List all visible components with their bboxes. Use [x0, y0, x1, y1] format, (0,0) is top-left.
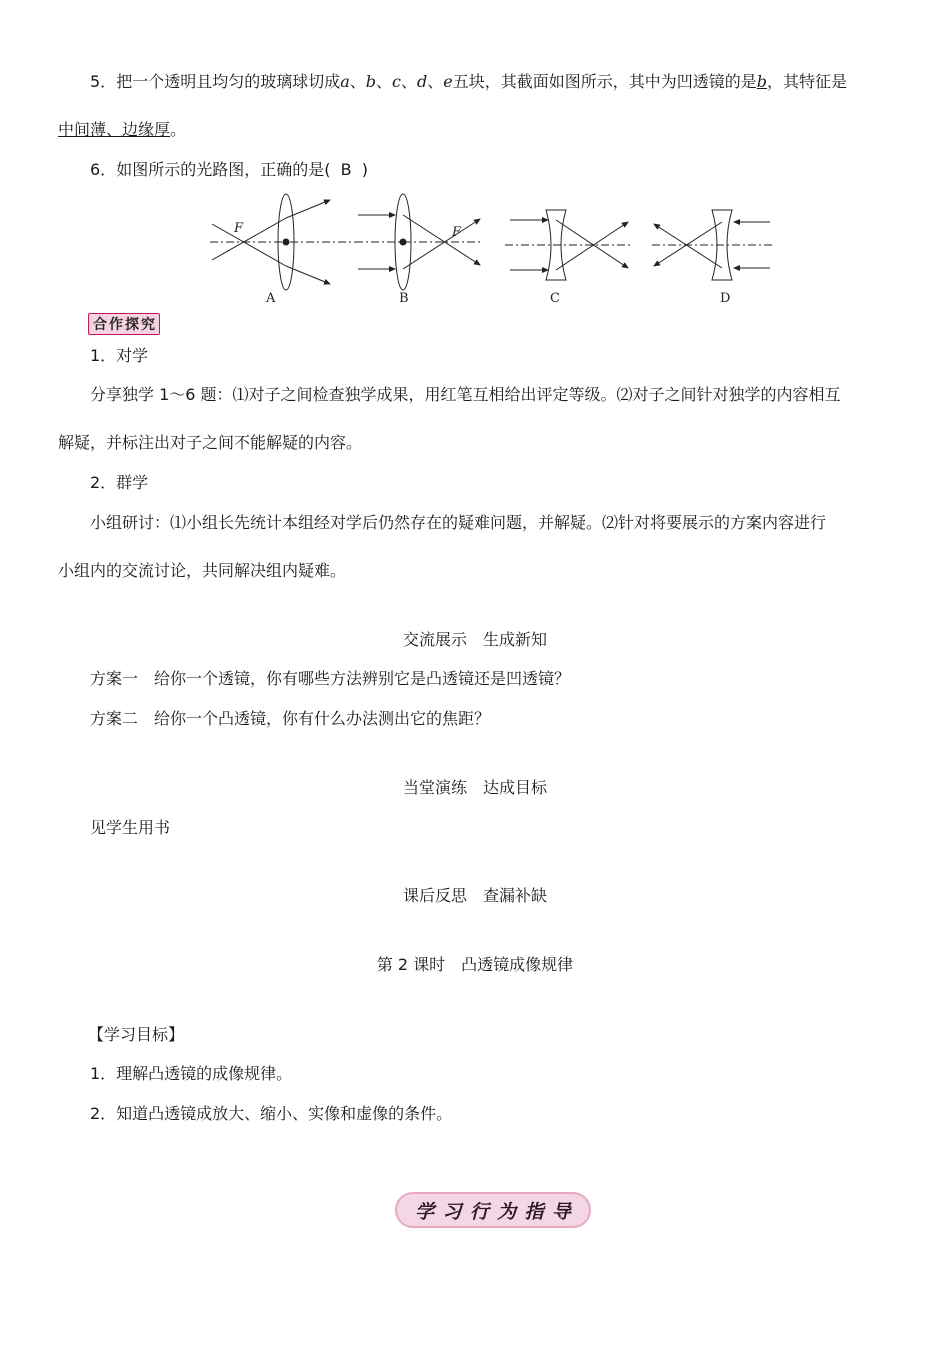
focus-label-a: F — [234, 221, 244, 236]
banner-char: 学 — [415, 1200, 435, 1223]
learning-goal-1: 1．理解凸透镜的成像规律。 — [90, 1064, 293, 1083]
banner-char: 行 — [469, 1200, 489, 1223]
sep: 、 — [427, 72, 444, 91]
diagram-b — [355, 194, 480, 306]
q6-text: 如图所示的光路图，正确的是( — [116, 160, 331, 179]
diagram-a — [210, 194, 362, 306]
practice-text: 见学生用书 — [90, 818, 171, 837]
q6-close: ) — [361, 160, 369, 179]
focus-label-b: F — [452, 225, 462, 240]
q5-end: 。 — [170, 120, 187, 139]
diagram-label-a: A — [266, 291, 276, 306]
banner-char: 指 — [524, 1200, 544, 1223]
diagram-label-c: C — [550, 291, 560, 306]
piece-e: e — [443, 72, 453, 91]
diagram-label-b: B — [399, 291, 409, 306]
piece-b: b — [365, 72, 377, 91]
piece-c: c — [392, 72, 401, 91]
practice-heading: 当堂演练 达成目标 — [402, 778, 547, 797]
banner-char: 导 — [551, 1200, 571, 1223]
learning-goal-2: 2．知道凸透镜成放大、缩小、实像和虚像的条件。 — [90, 1104, 453, 1123]
pair-study-title: 1．对学 — [90, 346, 149, 365]
answer-blank-1: b — [756, 72, 768, 91]
piece-a: a — [340, 72, 350, 91]
diagram-c — [505, 210, 630, 306]
q5-text: 把一个透明且均匀的玻璃球切成 — [116, 72, 341, 91]
piece-d: d — [417, 72, 428, 91]
light-path-diagrams — [0, 190, 950, 315]
q5-text: 五块，其截面如图所示，其中为凹透镜的是 — [452, 72, 757, 91]
group-study-text-1: 小组研讨：⑴小组长先统计本组经对学后仍然存在的疑难问题，并解疑。⑵针对将要展示的方案内容进行 — [90, 513, 827, 532]
group-study-title: 2．群学 — [90, 473, 149, 492]
badge-char: 探 — [125, 317, 139, 333]
q6-answer: B — [340, 160, 352, 179]
banner-char: 为 — [497, 1200, 517, 1223]
group-study-text-2: 小组内的交流讨论，共同解决组内疑难。 — [58, 561, 347, 580]
sep: 、 — [401, 72, 418, 91]
pair-study-text-2: 解疑，并标注出对子之间不能解疑的内容。 — [58, 433, 363, 452]
exchange-heading: 交流展示 生成新知 — [402, 630, 547, 649]
question-5-line1 — [90, 72, 847, 92]
plan-2: 方案二 给你一个凸透镜，你有什么办法测出它的焦距？ — [90, 709, 491, 728]
q5-text: ，其特征是 — [767, 72, 848, 91]
question-5-line2 — [58, 120, 186, 140]
plan-1: 方案一 给你一个透镜，你有哪些方法辨别它是凸透镜还是凹透镜？ — [90, 669, 571, 688]
diagram-label-d: D — [720, 291, 731, 306]
question-number: 5． — [90, 72, 117, 91]
pair-study-text-1: 分享独学 1～6 题：⑴对子之间检查独学成果，用红笔互相给出评定等级。⑵对子之间针对独学的内容相互 — [90, 385, 841, 404]
question-number: 6． — [90, 160, 117, 179]
badge-char: 究 — [141, 317, 155, 333]
banner-char: 习 — [442, 1200, 462, 1223]
badge-char: 作 — [109, 317, 123, 333]
learning-guide-banner — [395, 1192, 591, 1228]
sep: 、 — [376, 72, 393, 91]
diagram-d — [652, 210, 775, 306]
answer-blank-2: 中间薄、边缘厚 — [58, 120, 171, 139]
lesson-2-title: 第 2 课时 凸透镜成像规律 — [376, 955, 574, 974]
sep: 、 — [349, 72, 366, 91]
question-6 — [90, 160, 368, 180]
reflection-heading: 课后反思 查漏补缺 — [402, 886, 547, 905]
learning-goals-heading: 【学习目标】 — [88, 1025, 185, 1044]
badge-char: 合 — [93, 317, 107, 333]
cooperation-section-badge — [88, 313, 160, 335]
